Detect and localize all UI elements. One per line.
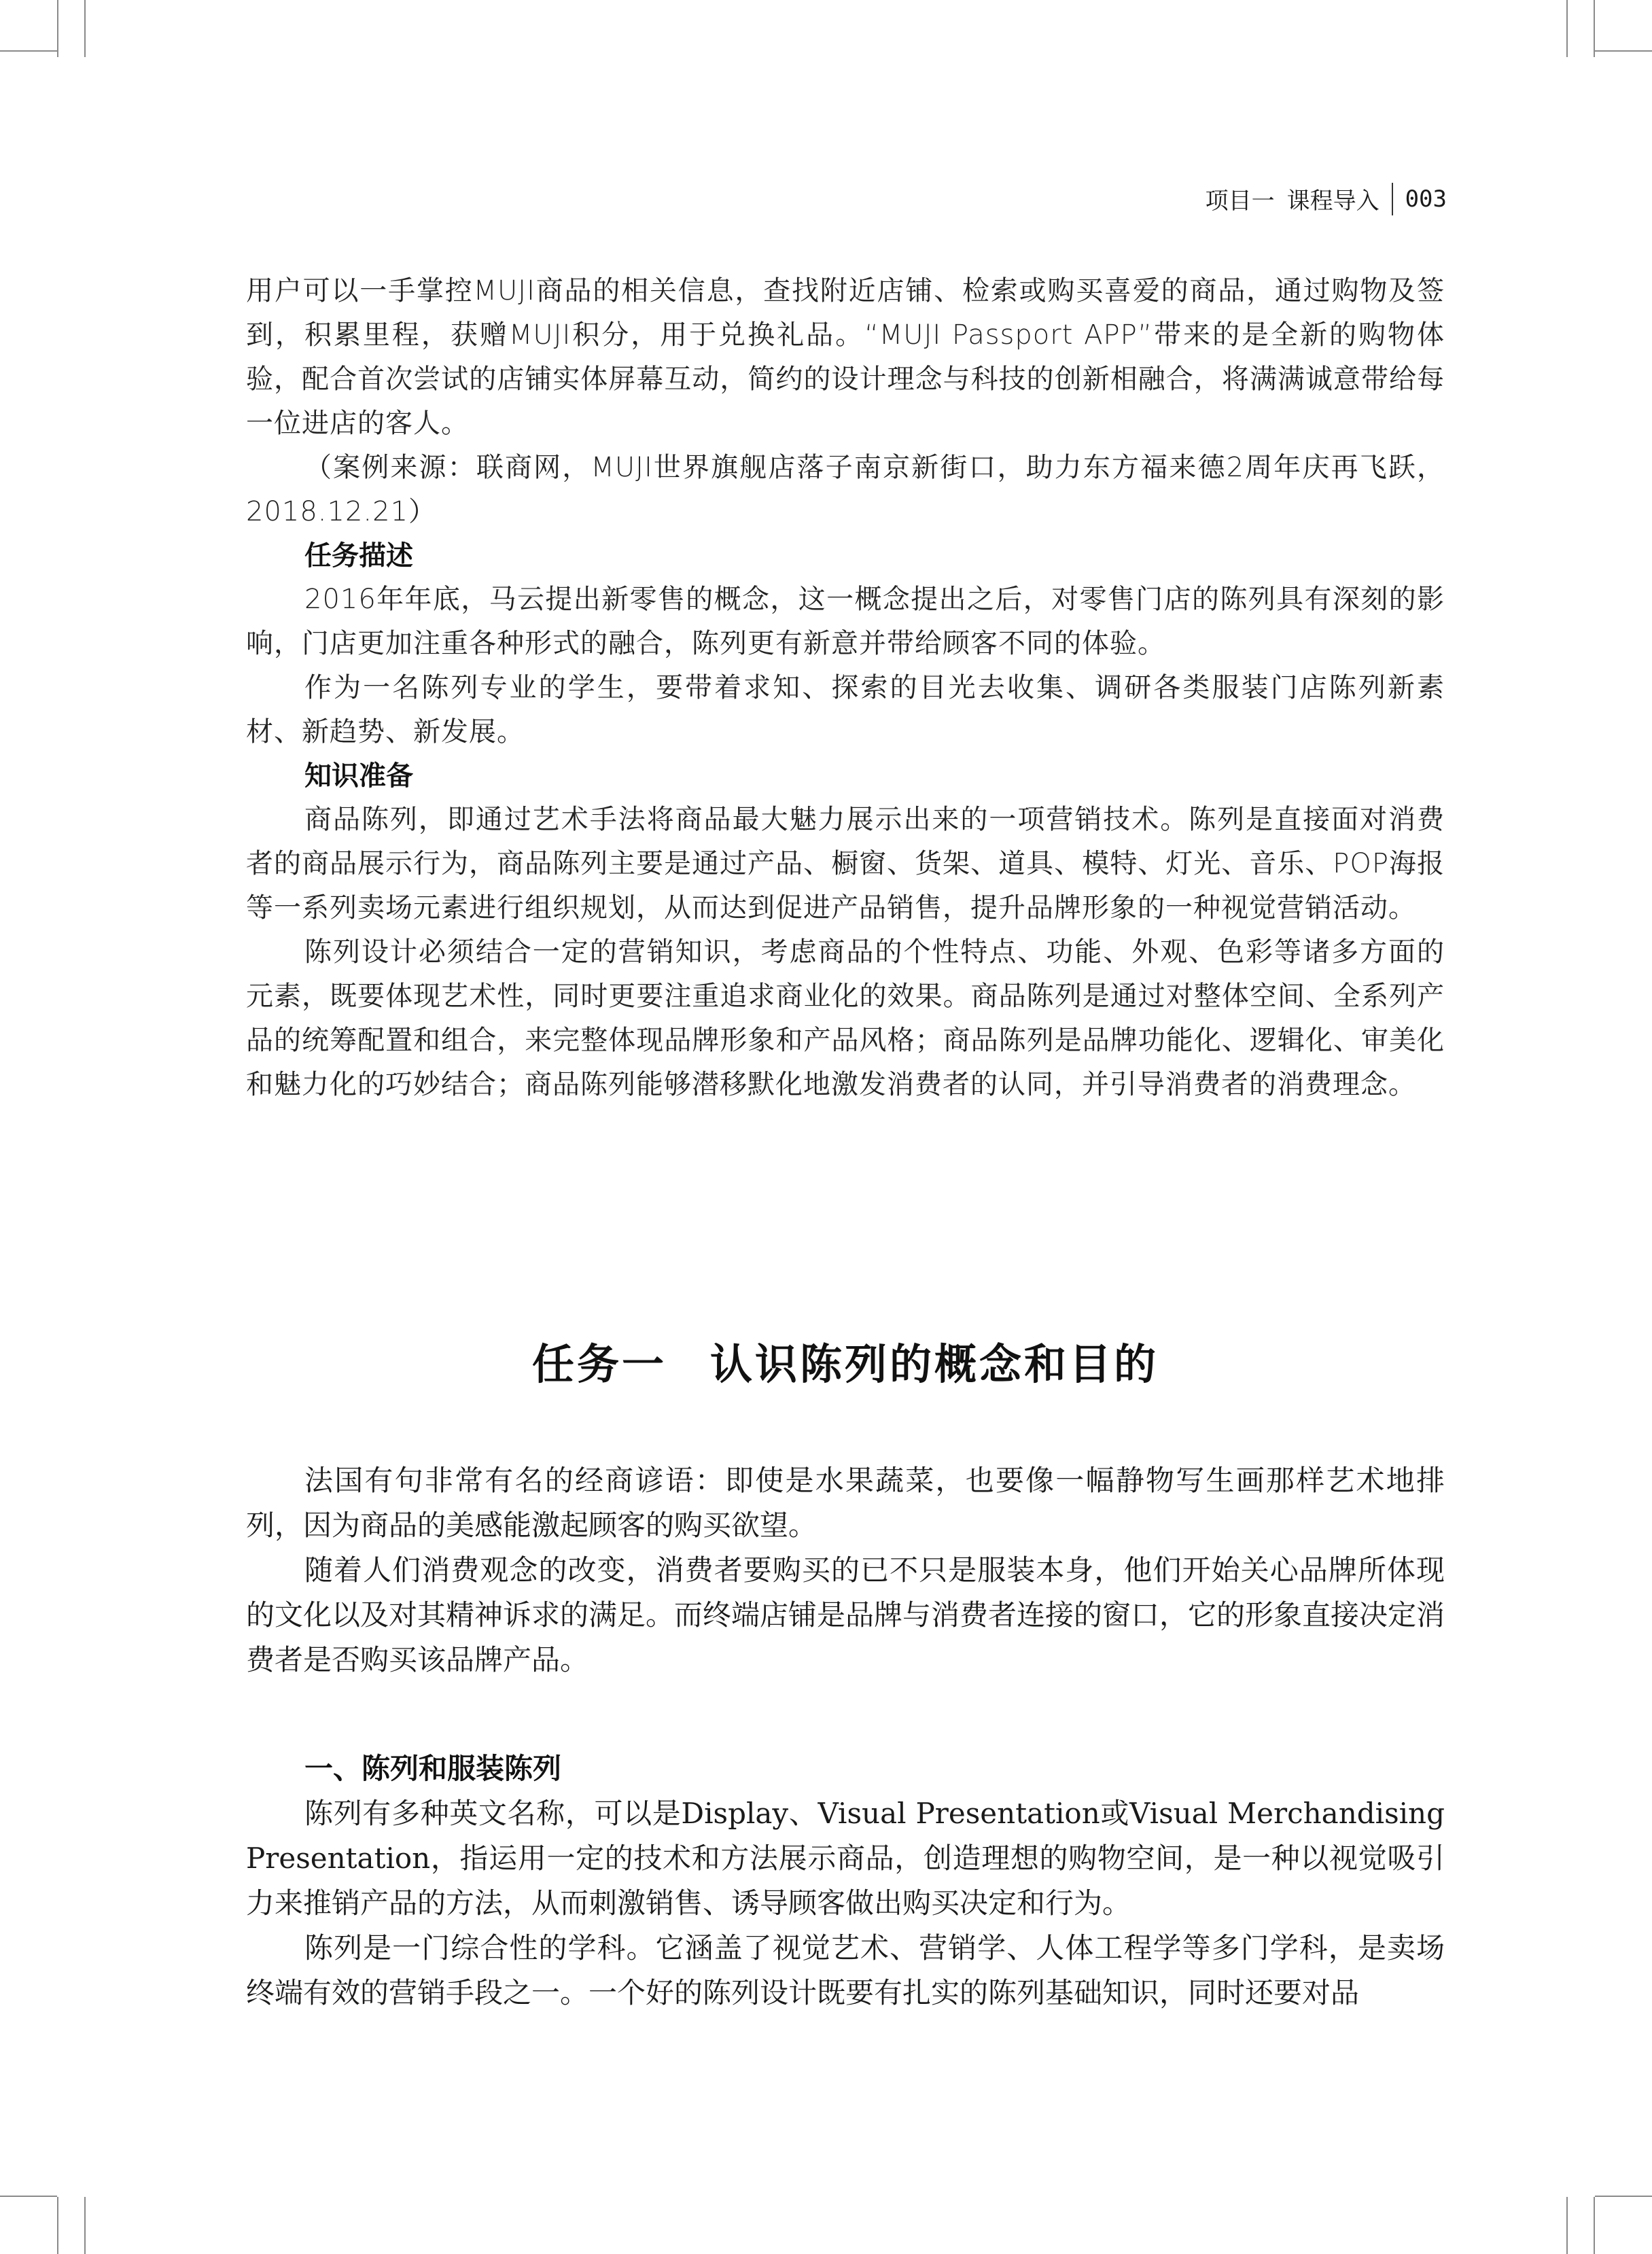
subsection-heading: 一、陈列和服装陈列 bbox=[304, 1752, 562, 1785]
crop-mark-top-left-v1 bbox=[57, 0, 58, 57]
running-header bbox=[1193, 182, 1447, 215]
crop-mark-bottom-right-h bbox=[1595, 2196, 1652, 2197]
body-paragraph: 陈列是一门综合性的学科。它涵盖了视觉艺术、营销学、人体工程学等多门学科，是卖场终端有效的营销手段之一。一个好的陈列设计既要有扎实的陈列基础知识，同时还要对品 bbox=[246, 1931, 1445, 2009]
crop-mark-bottom-left-v1 bbox=[57, 2197, 58, 2254]
knowledge-heading: 知识准备 bbox=[304, 760, 413, 792]
crop-mark-top-left-v2 bbox=[84, 0, 86, 57]
crop-mark-top-right-v1 bbox=[1594, 0, 1595, 57]
intro-paragraph: 用户可以一手掌控MUJI商品的相关信息，查找附近店铺、检索或购买喜爱的商品，通过购物及签到，积累里程，获赠MUJI积分，用于兑换礼品。“MUJI Passport APP”带来的是全新的购物体验，配合首次尝试的店铺实体屏幕互动，简约的设计理念与科技的创新相融合，将满满诚意带给每一位进店的客人。 bbox=[246, 275, 1445, 439]
header-project: 项目一 bbox=[1205, 188, 1275, 215]
crop-mark-top-right-v2 bbox=[1566, 0, 1568, 57]
knowledge-paragraph: 商品陈列，即通过艺术手法将商品最大魅力展示出来的一项营销技术。陈列是直接面对消费者的商品展示行为，商品陈列主要是通过产品、橱窗、货架、道具、模特、灯光、音乐、POP海报等一系列卖场元素进行组织规划，从而达到促进产品销售，提升品牌形象的一种视觉营销活动。 bbox=[246, 804, 1445, 923]
section-title-text: 认识陈列的概念和目的 bbox=[710, 1339, 1159, 1389]
section-label: 任务一 bbox=[531, 1339, 667, 1389]
task-paragraph: 2016年年底，马云提出新零售的概念，这一概念提出之后，对零售门店的陈列具有深刻的影响，门店更加注重各种形式的融合，陈列更有新意并带给顾客不同的体验。 bbox=[246, 584, 1445, 659]
crop-mark-top-right-h bbox=[1595, 50, 1652, 52]
task-heading: 任务描述 bbox=[304, 540, 413, 571]
body-paragraph: 陈列有多种英文名称，可以是Display、Visual Presentation或Visual Merchandising Presentation，指运用一定的技术和方法展示商品，创造理想的购物空间，是一种以视觉吸引力来推销产品的方法，从而刺激销售、诱导顾客做出购买决定和行为。 bbox=[246, 1797, 1445, 1920]
subsection-block bbox=[246, 1746, 1445, 2015]
header-course: 课程导入 bbox=[1286, 188, 1379, 215]
section-title bbox=[246, 1331, 1445, 1391]
body-paragraph: 随着人们消费观念的改变，消费者要购买的已不只是服装本身，他们开始关心品牌所体现的文化以及对其精神诉求的满足。而终端店铺是品牌与消费者连接的窗口，它的形象直接决定消费者是否购买该品牌产品。 bbox=[246, 1553, 1445, 1676]
crop-mark-bottom-right-v1 bbox=[1594, 2197, 1595, 2254]
upper-text-block bbox=[246, 269, 1445, 1107]
header-divider bbox=[1392, 183, 1393, 215]
lower-text-block bbox=[246, 1458, 1445, 1683]
body-paragraph: 法国有句非常有名的经商谚语：即使是水果蔬菜，也要像一幅静物写生画那样艺术地排列，因为商品的美感能激起顾客的购买欲望。 bbox=[246, 1464, 1445, 1542]
crop-mark-bottom-left-v2 bbox=[84, 2197, 86, 2254]
knowledge-paragraph: 陈列设计必须结合一定的营销知识，考虑商品的个性特点、功能、外观、色彩等诸多方面的元素，既要体现艺术性，同时更要注重追求商业化的效果。商品陈列是通过对整体空间、全系列产品的统筹配置和组合，来完整体现品牌形象和产品风格；商品陈列是品牌功能化、逻辑化、审美化和魅力化的巧妙结合；商品陈列能够潜移默化地激发消费者的认同，并引导消费者的消费理念。 bbox=[246, 936, 1445, 1100]
crop-mark-bottom-right-v2 bbox=[1566, 2197, 1568, 2254]
crop-mark-bottom-left-h bbox=[0, 2196, 57, 2197]
task-paragraph: 作为一名陈列专业的学生，要带着求知、探索的目光去收集、调研各类服装门店陈列新素材、新趋势、新发展。 bbox=[246, 672, 1445, 747]
crop-mark-top-left-h bbox=[0, 50, 57, 52]
source-note: （案例来源：联商网，MUJI世界旗舰店落子南京新街口，助力东方福来德2周年庆再飞跃，2018.12.21） bbox=[246, 452, 1445, 527]
page-number: 003 bbox=[1405, 185, 1447, 213]
